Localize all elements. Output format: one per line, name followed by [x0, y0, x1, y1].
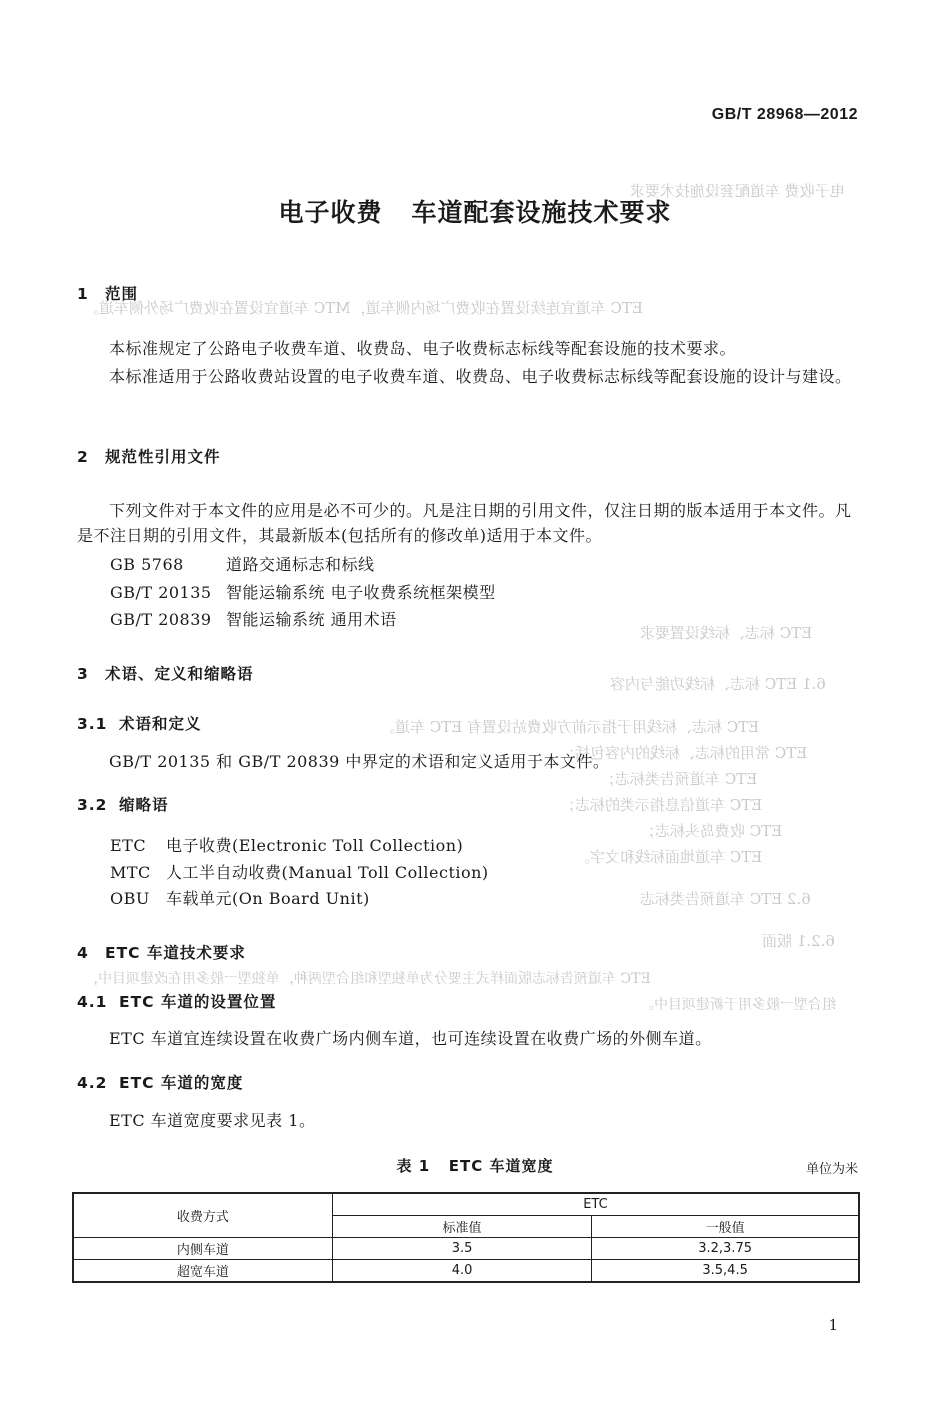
table-caption: 表 1 ETC 车道宽度 — [396, 1157, 554, 1175]
paragraph: 下列文件对于本文件的应用是必不可少的。凡是注日期的引用文件，仅注日期的版本适用于本文件。凡是不注日期的引用文件，其最新版本(包括所有的修改单)适用于本文件。 — [77, 501, 852, 545]
section-2-heading — [77, 445, 221, 467]
normative-reference — [110, 580, 496, 603]
reference-name: 智能运输系统 电子收费系统框架模型 — [226, 583, 496, 602]
table-header-cell: ETC — [332, 1193, 859, 1216]
show-through-text: ETC 车道预告类标志； — [600, 770, 758, 788]
show-through-text: ETC 车道信息指示类的标志； — [560, 796, 763, 814]
show-through-text: ETC 标志、标线设置要求 — [640, 624, 813, 642]
paragraph: 本标准规定了公路电子收费车道、收费岛、电子收费标志标线等配套设施的技术要求。 — [109, 339, 737, 358]
paragraph: 本标准适用于公路收费站设置的电子收费车道、收费岛、电子收费标志标线等配套设施的设计与建设。 — [109, 367, 852, 386]
table-cell: 3.5 — [332, 1238, 591, 1260]
table-cell: 4.0 — [332, 1260, 591, 1283]
reference-code: GB 5768 — [110, 555, 184, 574]
section-title: 范围 — [105, 285, 139, 303]
abbreviation-definition: 车载单元(On Board Unit) — [166, 889, 370, 908]
section-number: 3.1 — [77, 715, 108, 733]
table-cell: 超宽车道 — [73, 1260, 332, 1283]
table-cell: 3.5,4.5 — [592, 1260, 859, 1283]
table-cell: 3.2,3.75 — [592, 1238, 859, 1260]
reference-name: 智能运输系统 通用术语 — [226, 610, 397, 629]
show-through-text: 6.2 ETC 车道预告类标志 — [640, 890, 811, 908]
section-title: 规范性引用文件 — [105, 448, 221, 466]
abbreviation: OBU — [110, 889, 150, 908]
etc-lane-width-table — [72, 1192, 860, 1283]
abbreviation-definition: 人工半自动收费(Manual Toll Collection) — [166, 863, 489, 882]
section-4-2-heading — [77, 1071, 243, 1093]
section-number: 1 — [77, 285, 89, 303]
show-through-text: ETC 车道预告标志版面样式主要分为单独型和组合型两种，单独型一般多用在改建项目中， — [84, 971, 651, 987]
table-cell: 内侧车道 — [73, 1238, 332, 1260]
section-1-heading — [77, 282, 138, 304]
show-through-text: ETC 车道地面标线和文字。 — [575, 848, 763, 866]
section-4-heading — [77, 941, 246, 963]
show-through-text: 6.2.1 版面 — [762, 932, 835, 950]
page-number: 1 — [828, 1316, 838, 1334]
section-number: 4.2 — [77, 1074, 108, 1092]
section-title: 缩略语 — [119, 796, 169, 814]
normative-reference — [110, 552, 375, 575]
section-number: 4 — [77, 944, 89, 962]
section-number: 3.2 — [77, 796, 108, 814]
abbreviation: MTC — [110, 863, 151, 882]
document-title: 电子收费 车道配套设施技术要求 — [278, 198, 672, 227]
show-through-text: ETC 车道宜连续设置在收费广场内侧车道，MTC 车道宜设置在收费广场外侧车道。 — [84, 299, 643, 317]
reference-code: GB/T 20135 — [110, 583, 212, 602]
section-number: 3 — [77, 665, 89, 683]
standard-code: GB/T 28968—2012 — [711, 106, 858, 123]
section-number: 4.1 — [77, 993, 108, 1011]
section-title: 术语和定义 — [119, 715, 202, 733]
section-title: ETC 车道的设置位置 — [119, 993, 277, 1011]
paragraph: ETC 车道宽度要求见表 1。 — [109, 1111, 316, 1130]
table-unit: 单位为米 — [805, 1162, 858, 1177]
paragraph: GB/T 20135 和 GB/T 20839 中界定的术语和定义适用于本文件。 — [109, 752, 610, 771]
table-header-cell: 标准值 — [332, 1216, 591, 1238]
abbreviation-entry — [110, 886, 370, 909]
abbreviation: ETC — [110, 836, 147, 855]
paragraph: ETC 车道宜连续设置在收费广场内侧车道，也可连续设置在收费广场的外侧车道。 — [109, 1029, 712, 1048]
abbreviation-entry — [110, 860, 489, 883]
abbreviation-definition: 电子收费(Electronic Toll Collection) — [166, 836, 464, 855]
section-3-heading — [77, 662, 254, 684]
table-header-row — [73, 1193, 859, 1216]
show-through-text: ETC 收费岛头标志； — [640, 822, 783, 840]
section-3-1-heading — [77, 712, 202, 734]
section-4-1-heading — [77, 990, 276, 1012]
abbreviation-entry — [110, 833, 463, 856]
show-through-text: ETC 标志、标线用于指示前方收费站设置有 ETC 车道。 — [380, 718, 760, 736]
show-through-text: 电子收费 车道配套设施技术要求 — [630, 182, 845, 200]
section-3-2-heading — [77, 793, 169, 815]
section-title: ETC 车道技术要求 — [105, 944, 246, 962]
reference-name: 道路交通标志和标线 — [226, 555, 375, 574]
section-title: ETC 车道的宽度 — [119, 1074, 244, 1092]
table-header-cell: 一般值 — [592, 1216, 859, 1238]
section-number: 2 — [77, 448, 89, 466]
show-through-text: 组合型一般多用于新建项目中。 — [640, 997, 836, 1013]
table-header-cell: 收费方式 — [73, 1193, 332, 1238]
reference-code: GB/T 20839 — [110, 610, 212, 629]
normative-reference — [110, 607, 397, 630]
show-through-text: 6.1 ETC 标志、标线功能与内容 — [610, 675, 826, 693]
show-through-text: ETC 常用的标志、标线的内容包括： — [560, 744, 808, 762]
section-title: 术语、定义和缩略语 — [105, 665, 254, 683]
table-row — [73, 1260, 859, 1283]
table-row — [73, 1238, 859, 1260]
